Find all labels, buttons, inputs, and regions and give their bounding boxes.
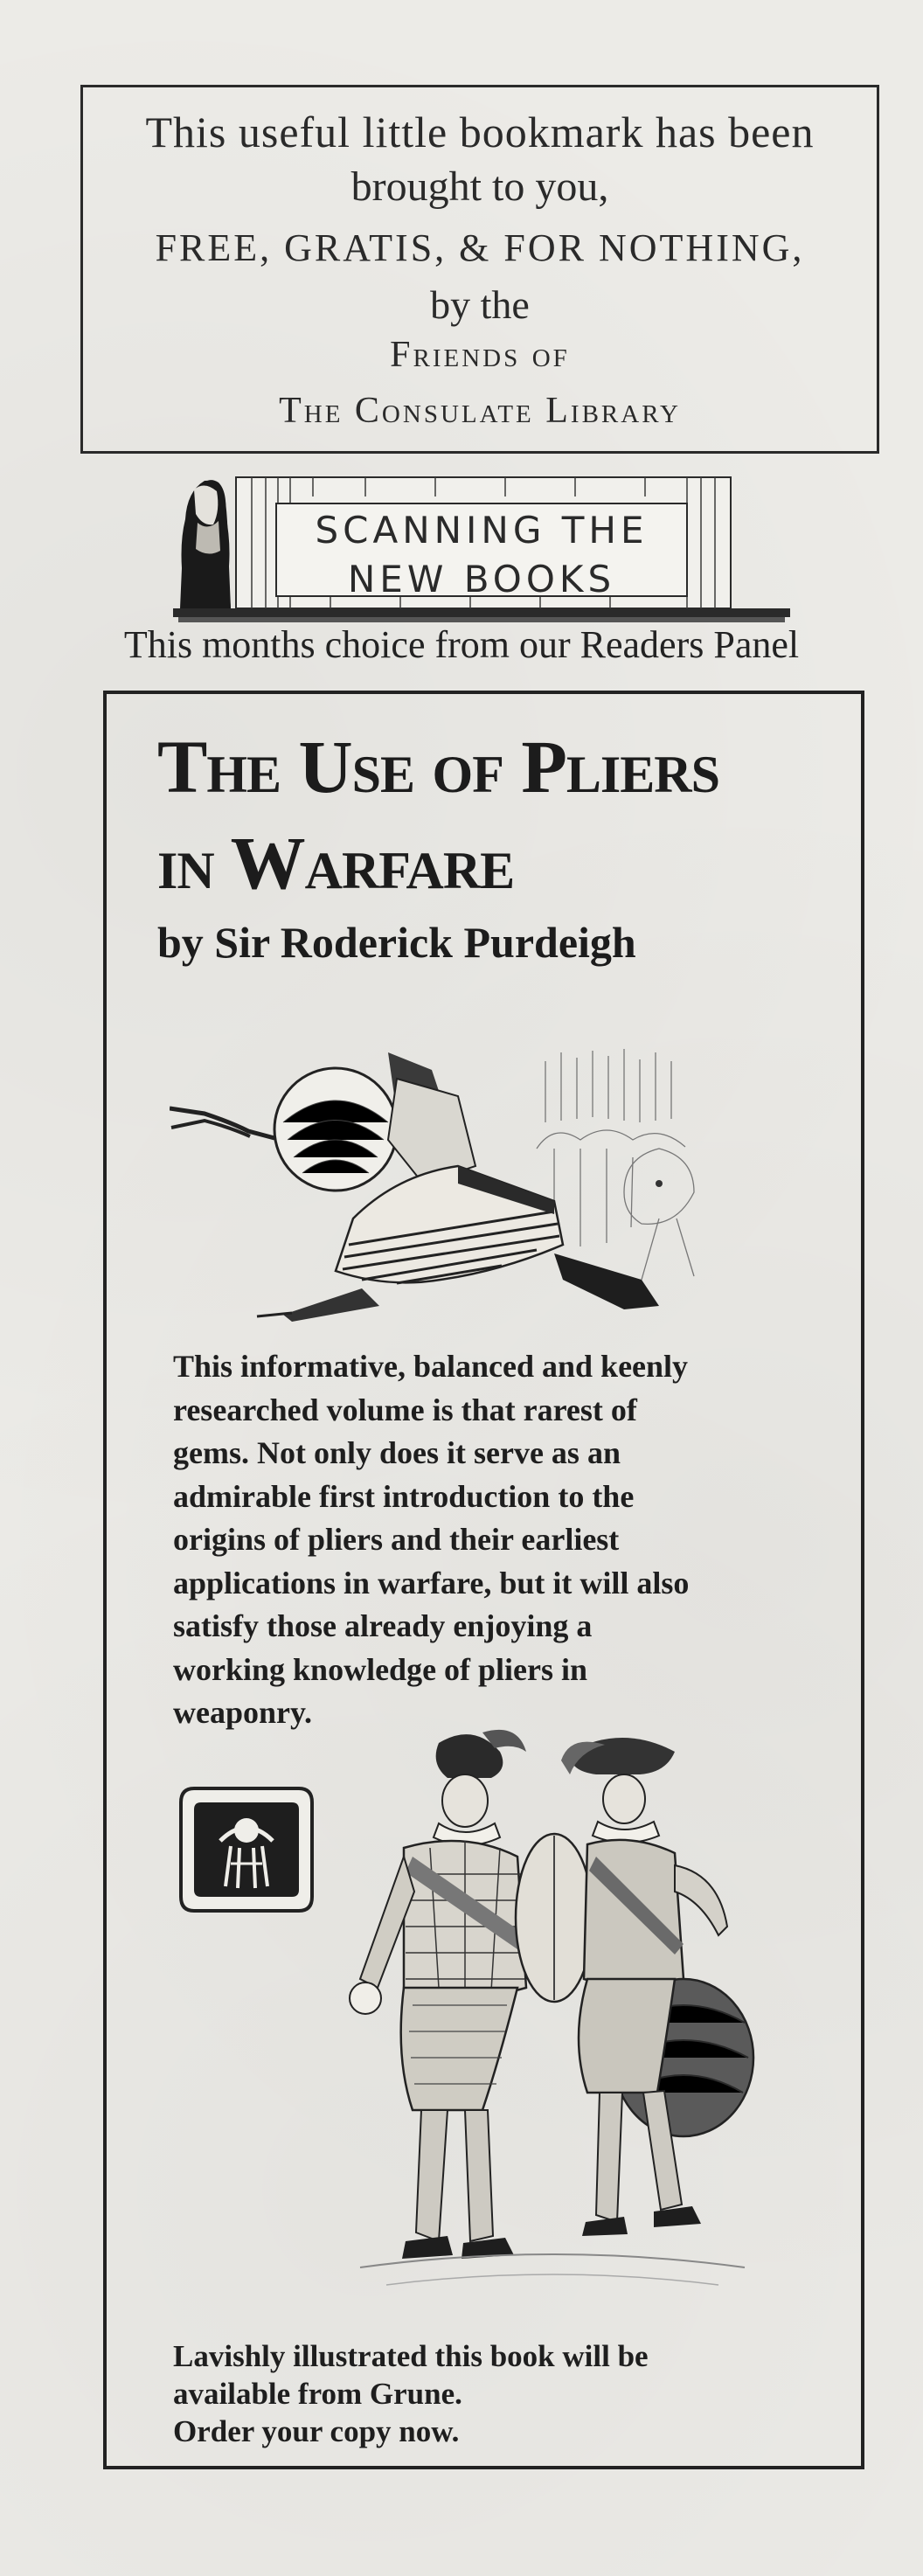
desc-line: This informative, balanced and keenly xyxy=(173,1349,689,1384)
book-title xyxy=(157,719,839,911)
shelf-title-line-1: SCANNING THE xyxy=(315,509,649,552)
veiled-figure-bookend-icon xyxy=(173,470,238,610)
book-description xyxy=(173,1345,802,1735)
desc-line: gems. Not only does it serve as an xyxy=(173,1435,621,1470)
desc-line: admirable first introduction to the xyxy=(173,1478,635,1514)
notice-line-1: This useful little bookmark has been xyxy=(145,108,815,156)
desc-line: satisfy those already enjoying a xyxy=(173,1608,593,1643)
shelf-title-line-2: NEW BOOKS xyxy=(347,558,616,601)
desc-line: weaponry. xyxy=(173,1695,313,1730)
desc-line: working knowledge of pliers in xyxy=(173,1651,588,1687)
footer-line: Order your copy now. xyxy=(173,2414,460,2448)
notice-box xyxy=(80,85,879,454)
pliers-crest-icon xyxy=(177,1780,316,1920)
book-title-line-2: in Warfare xyxy=(157,821,515,905)
notice-line-4: by the xyxy=(430,282,530,327)
desc-line: researched volume is that rarest of xyxy=(173,1392,637,1427)
readers-panel-caption: This months choice from our Readers Panel xyxy=(123,623,800,666)
notice-line-6: The Consulate Library xyxy=(279,391,681,431)
desc-line: applications in warfare, but it will also xyxy=(173,1565,690,1600)
notice-line-3: FREE, GRATIS, & FOR NOTHING, xyxy=(155,226,805,269)
desc-line: origins of pliers and their earliest xyxy=(173,1522,620,1557)
book-author: by Sir Roderick Purdeigh xyxy=(157,918,636,967)
book-availability-note xyxy=(173,2337,785,2450)
pliers-soldier-engraving xyxy=(170,1017,799,1332)
notice-line-2: brought to you, xyxy=(350,163,609,210)
book-title-line-1: The Use of Pliers xyxy=(157,725,719,809)
book-review-frame xyxy=(103,691,864,2469)
footer-line: Lavishly illustrated this book will be xyxy=(173,2339,649,2373)
cavaliers-engraving xyxy=(308,1725,797,2320)
footer-line: available from Grune. xyxy=(173,2377,462,2411)
scanning-books-header xyxy=(173,470,790,628)
notice-line-5: Friends of xyxy=(390,335,570,375)
